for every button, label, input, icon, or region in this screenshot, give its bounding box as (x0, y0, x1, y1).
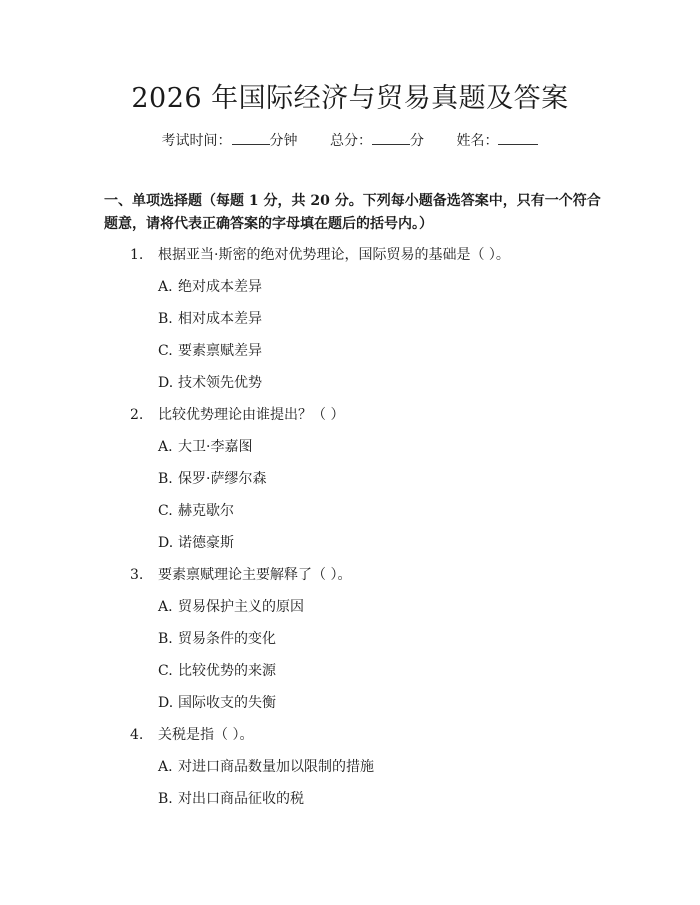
name-label: 姓名： (456, 133, 499, 149)
score-unit: 分 (410, 133, 424, 149)
option-2a (158, 437, 252, 457)
option-4b (158, 789, 304, 809)
option-letter: B. (158, 791, 173, 807)
option-letter: B. (158, 631, 173, 647)
option-text: 对出口商品征收的税 (178, 791, 304, 807)
exam-time (162, 130, 298, 151)
option-letter: B. (158, 471, 173, 487)
option-letter: C. (158, 503, 173, 519)
option-3a (158, 597, 304, 617)
option-text: 贸易保护主义的原因 (178, 599, 304, 615)
option-text: 赫克歇尔 (178, 503, 234, 519)
option-1a (158, 277, 262, 297)
option-1c (158, 341, 262, 361)
option-text: 绝对成本差异 (178, 279, 262, 295)
question-number: 2. (130, 407, 144, 423)
question-3 (130, 565, 351, 585)
option-3b (158, 629, 276, 649)
option-text: 大卫·李嘉图 (178, 439, 253, 455)
time-label: 考试时间： (161, 133, 232, 149)
name-blank (498, 130, 538, 145)
option-letter: A. (158, 439, 173, 455)
question-text: 比较优势理论由谁提出？（ ） (158, 407, 345, 423)
question-text: 根据亚当·斯密的绝对优势理论，国际贸易的基础是（ ）。 (158, 247, 510, 263)
exam-meta (0, 130, 700, 151)
option-2d (158, 533, 234, 553)
score-label: 总分： (330, 133, 372, 149)
option-text: 对进口商品数量加以限制的措施 (178, 759, 374, 775)
option-text: 贸易条件的变化 (178, 631, 276, 647)
option-1b (158, 309, 262, 329)
option-2b (158, 469, 266, 489)
question-number: 4. (130, 727, 144, 743)
option-2c (158, 501, 234, 521)
option-text: 保罗·萨缪尔森 (178, 471, 267, 487)
question-text: 要素禀赋理论主要解释了（ ）。 (158, 567, 352, 583)
exam-title: 2026 年国际经济与贸易真题及答案 (131, 83, 569, 114)
section-heading: 一、单项选择题（每题 1 分，共 20 分。下列每小题备选答案中，只有一个符合题意，请将代表正确答案的字母填在题后的括号内。） (104, 193, 601, 232)
question-text: 关税是指（ ）。 (158, 727, 254, 743)
option-letter: C. (158, 663, 173, 679)
option-letter: A. (158, 599, 173, 615)
exam-name (456, 130, 538, 151)
question-number: 3. (130, 567, 144, 583)
option-text: 国际收支的失衡 (178, 695, 276, 711)
option-text: 相对成本差异 (178, 311, 262, 327)
option-letter: B. (158, 311, 173, 327)
option-1d (158, 373, 262, 393)
option-4a (158, 757, 374, 777)
option-text: 要素禀赋差异 (178, 343, 262, 359)
question-2 (130, 405, 344, 425)
time-blank (232, 130, 270, 145)
option-letter: A. (158, 759, 173, 775)
option-text: 技术领先优势 (178, 375, 262, 391)
score-blank (372, 130, 410, 145)
question-4 (130, 725, 253, 745)
option-3d (158, 693, 276, 713)
option-text: 比较优势的来源 (178, 663, 276, 679)
question-number: 1. (130, 247, 144, 263)
option-letter: D. (158, 375, 174, 391)
option-letter: D. (158, 695, 174, 711)
option-3c (158, 661, 276, 681)
option-letter: C. (158, 343, 173, 359)
option-text: 诺德豪斯 (178, 535, 234, 551)
question-1 (130, 245, 510, 265)
option-letter: A. (158, 279, 173, 295)
option-letter: D. (158, 535, 174, 551)
time-unit: 分钟 (269, 133, 298, 149)
exam-score (330, 130, 424, 151)
